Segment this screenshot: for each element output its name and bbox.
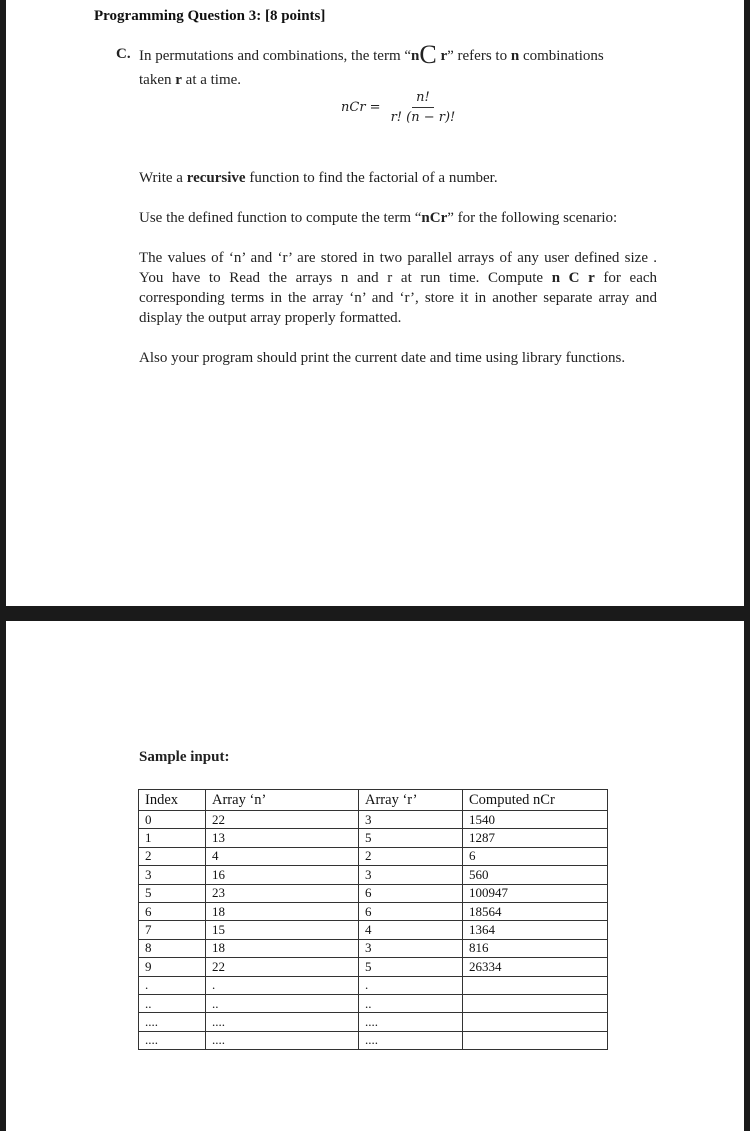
intro-C: C [419, 40, 437, 69]
table-row [139, 958, 608, 976]
p3-bold: n C r [551, 270, 595, 286]
cell-n: 18 [206, 902, 359, 920]
frame-right [744, 0, 750, 1131]
cell-r: 3 [359, 939, 463, 957]
table-row [139, 884, 608, 902]
table-row [139, 866, 608, 884]
cell-r: .... [359, 1013, 463, 1031]
taken-text-2: at a time. [185, 72, 242, 88]
cell-n: .... [206, 1031, 359, 1049]
page-gap [0, 606, 750, 621]
table-row [139, 994, 608, 1012]
p3-text-2: for each corresponding terms in the array ‘n’ and ‘r’, store it in another separate array and display the output array properly formatted. [139, 270, 658, 326]
cell-r: . [359, 976, 463, 994]
cell-r: .... [359, 1031, 463, 1049]
cell-r: 6 [359, 902, 463, 920]
cell-ncr: 1287 [463, 829, 608, 847]
intro-r: r [440, 48, 448, 64]
header-array-r: Array ‘r’ [359, 790, 463, 811]
intro-text-3: combinations [522, 48, 604, 64]
sample-table [138, 789, 608, 1050]
cell-index: . [139, 976, 206, 994]
formula-fraction [387, 90, 460, 125]
header-index: Index [139, 790, 206, 811]
cell-index: 1 [139, 829, 206, 847]
table-row [139, 847, 608, 865]
cell-r: 6 [359, 884, 463, 902]
sample-heading: Sample input: [139, 749, 230, 765]
page-title: Programming Question 3: [8 points] [94, 8, 326, 24]
cell-index: 0 [139, 811, 206, 829]
cell-index: 9 [139, 958, 206, 976]
cell-ncr: 560 [463, 866, 608, 884]
cell-index: .... [139, 1013, 206, 1031]
p2-bold: nCr [421, 210, 448, 226]
table-row [139, 921, 608, 939]
cell-ncr: 1364 [463, 921, 608, 939]
cell-r: 5 [359, 958, 463, 976]
cell-index: .. [139, 994, 206, 1012]
cell-n: 16 [206, 866, 359, 884]
cell-n: 13 [206, 829, 359, 847]
cell-n: 22 [206, 958, 359, 976]
formula-denominator: r! (n − r)! [390, 110, 456, 125]
taken-text-1: taken [139, 72, 172, 88]
cell-ncr: 816 [463, 939, 608, 957]
header-array-n: Array ‘n’ [206, 790, 359, 811]
formula-numerator: n! [412, 90, 434, 108]
cell-ncr: 18564 [463, 902, 608, 920]
table-row [139, 811, 608, 829]
cell-r: 3 [359, 811, 463, 829]
table-row [139, 829, 608, 847]
cell-ncr [463, 994, 608, 1012]
cell-index: 8 [139, 939, 206, 957]
table-row [139, 1031, 608, 1049]
p2-text-1: Use the defined function to compute the term “ [139, 210, 422, 226]
question-taken [139, 70, 657, 90]
table-row [139, 1013, 608, 1031]
cell-ncr [463, 1013, 608, 1031]
taken-r: r [175, 72, 182, 88]
cell-n: 18 [206, 939, 359, 957]
cell-n: 23 [206, 884, 359, 902]
intro-text-1: In permutations and combinations, the term “ [139, 48, 412, 64]
cell-r: 4 [359, 921, 463, 939]
cell-n: 15 [206, 921, 359, 939]
cell-index: .... [139, 1031, 206, 1049]
p1-bold: recursive [186, 170, 246, 186]
paragraph-arrays [139, 248, 657, 328]
cell-r: .. [359, 994, 463, 1012]
cell-ncr: 100947 [463, 884, 608, 902]
cell-index: 6 [139, 902, 206, 920]
cell-r: 2 [359, 847, 463, 865]
cell-n: .. [206, 994, 359, 1012]
table-row [139, 939, 608, 957]
intro-n: n [411, 48, 420, 64]
cell-n: .... [206, 1013, 359, 1031]
intro-n2: n [510, 48, 520, 64]
ncr-formula [341, 90, 459, 125]
cell-ncr [463, 976, 608, 994]
header-computed-ncr: Computed nCr [463, 790, 608, 811]
p1-text-2: function to find the factorial of a number. [249, 170, 498, 186]
cell-n: . [206, 976, 359, 994]
p1-text-1: Write a [139, 170, 183, 186]
cell-r: 3 [359, 866, 463, 884]
page-2 [6, 621, 744, 1131]
paragraph-use-function [139, 208, 664, 228]
table-row [139, 902, 608, 920]
cell-ncr: 26334 [463, 958, 608, 976]
p2-text-2: ” for the following scenario: [447, 210, 618, 226]
cell-ncr: 6 [463, 847, 608, 865]
cell-n: 4 [206, 847, 359, 865]
cell-ncr [463, 1031, 608, 1049]
intro-text-2: ” refers to [447, 48, 508, 64]
paragraph-date-time: Also your program should print the current date and time using library functions. [139, 350, 626, 366]
p3-text-1: The values of ‘n’ and ‘r’ are stored in two parallel arrays of any user defined size . You have to Read the arrays n and r at run time. Compute [139, 250, 657, 286]
cell-index: 7 [139, 921, 206, 939]
table-header-row [139, 790, 608, 811]
page-1 [6, 0, 744, 606]
question-intro [139, 40, 659, 69]
cell-index: 2 [139, 847, 206, 865]
cell-index: 3 [139, 866, 206, 884]
question-label: C. [116, 46, 131, 62]
paragraph-recursive [139, 168, 657, 188]
cell-ncr: 1540 [463, 811, 608, 829]
formula-lhs: nCr = [341, 100, 381, 115]
cell-index: 5 [139, 884, 206, 902]
cell-r: 5 [359, 829, 463, 847]
cell-n: 22 [206, 811, 359, 829]
table-row [139, 976, 608, 994]
